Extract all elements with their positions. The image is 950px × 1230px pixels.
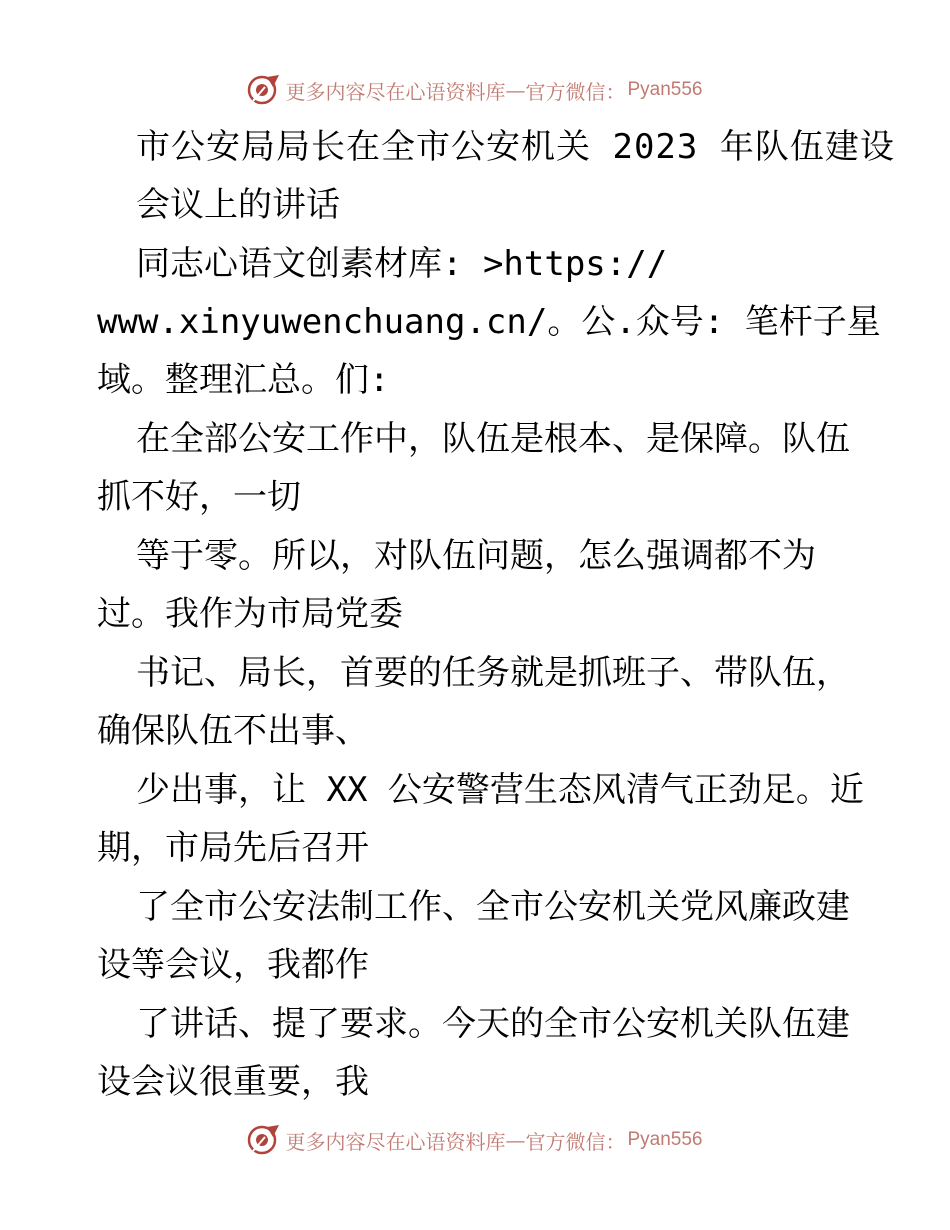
banner-text: 更多内容尽在心语资料库 [285,1129,506,1154]
document-text-line: 设会议很重要，我 [97,1062,369,1102]
document-text-line: 确保队伍不出事、 [97,711,369,751]
document-text-line: 设等会议，我都作 [97,945,369,985]
banner-separator: — [505,78,526,102]
document-title-line: 会议上的讲话 [136,185,340,225]
document-title-line: 市公安局局长在全市公安机关 2023 年队伍建设 [136,127,895,167]
header-banner [0,70,950,110]
footer-banner [0,1120,950,1160]
banner-wechat-label: 官方微信： [525,79,626,104]
quill-logo-icon [247,73,281,107]
document-text-line: 同志心语文创素材库: >https:// [136,244,668,284]
document-text-line: 期，市局先后召开 [97,828,369,868]
document-text-line: 等于零。所以，对队伍问题，怎么强调都不为 [136,536,816,576]
document-text-line: 过。我作为市局党委 [97,594,403,634]
document-text-line: 在全部公安工作中，队伍是根本、是保障。队伍 [136,419,850,459]
document-text-line: 了讲话、提了要求。今天的全市公安机关队伍建 [136,1004,850,1044]
banner-wechat-label: 官方微信： [525,1129,626,1154]
banner-wechat-id: Pyan556 [627,1129,703,1150]
banner-separator: — [505,1128,526,1152]
quill-logo-icon [247,1123,281,1157]
document-text-line: www.xinyuwenchuang.cn/。公.众号: 笔杆子星 [97,302,881,342]
banner-text: 更多内容尽在心语资料库 [285,79,506,104]
document-text-line: 少出事，让 XX 公安警营生态风清气正劲足。近 [136,770,864,810]
banner-wechat-id: Pyan556 [627,79,703,100]
document-text-line: 域。整理汇总。们: [97,360,390,400]
document-text-line: 抓不好，一切 [97,477,301,517]
document-text-line: 了全市公安法制工作、全市公安机关党风廉政建 [136,887,850,927]
document-text-line: 书记、局长，首要的任务就是抓班子、带队伍， [136,653,850,693]
